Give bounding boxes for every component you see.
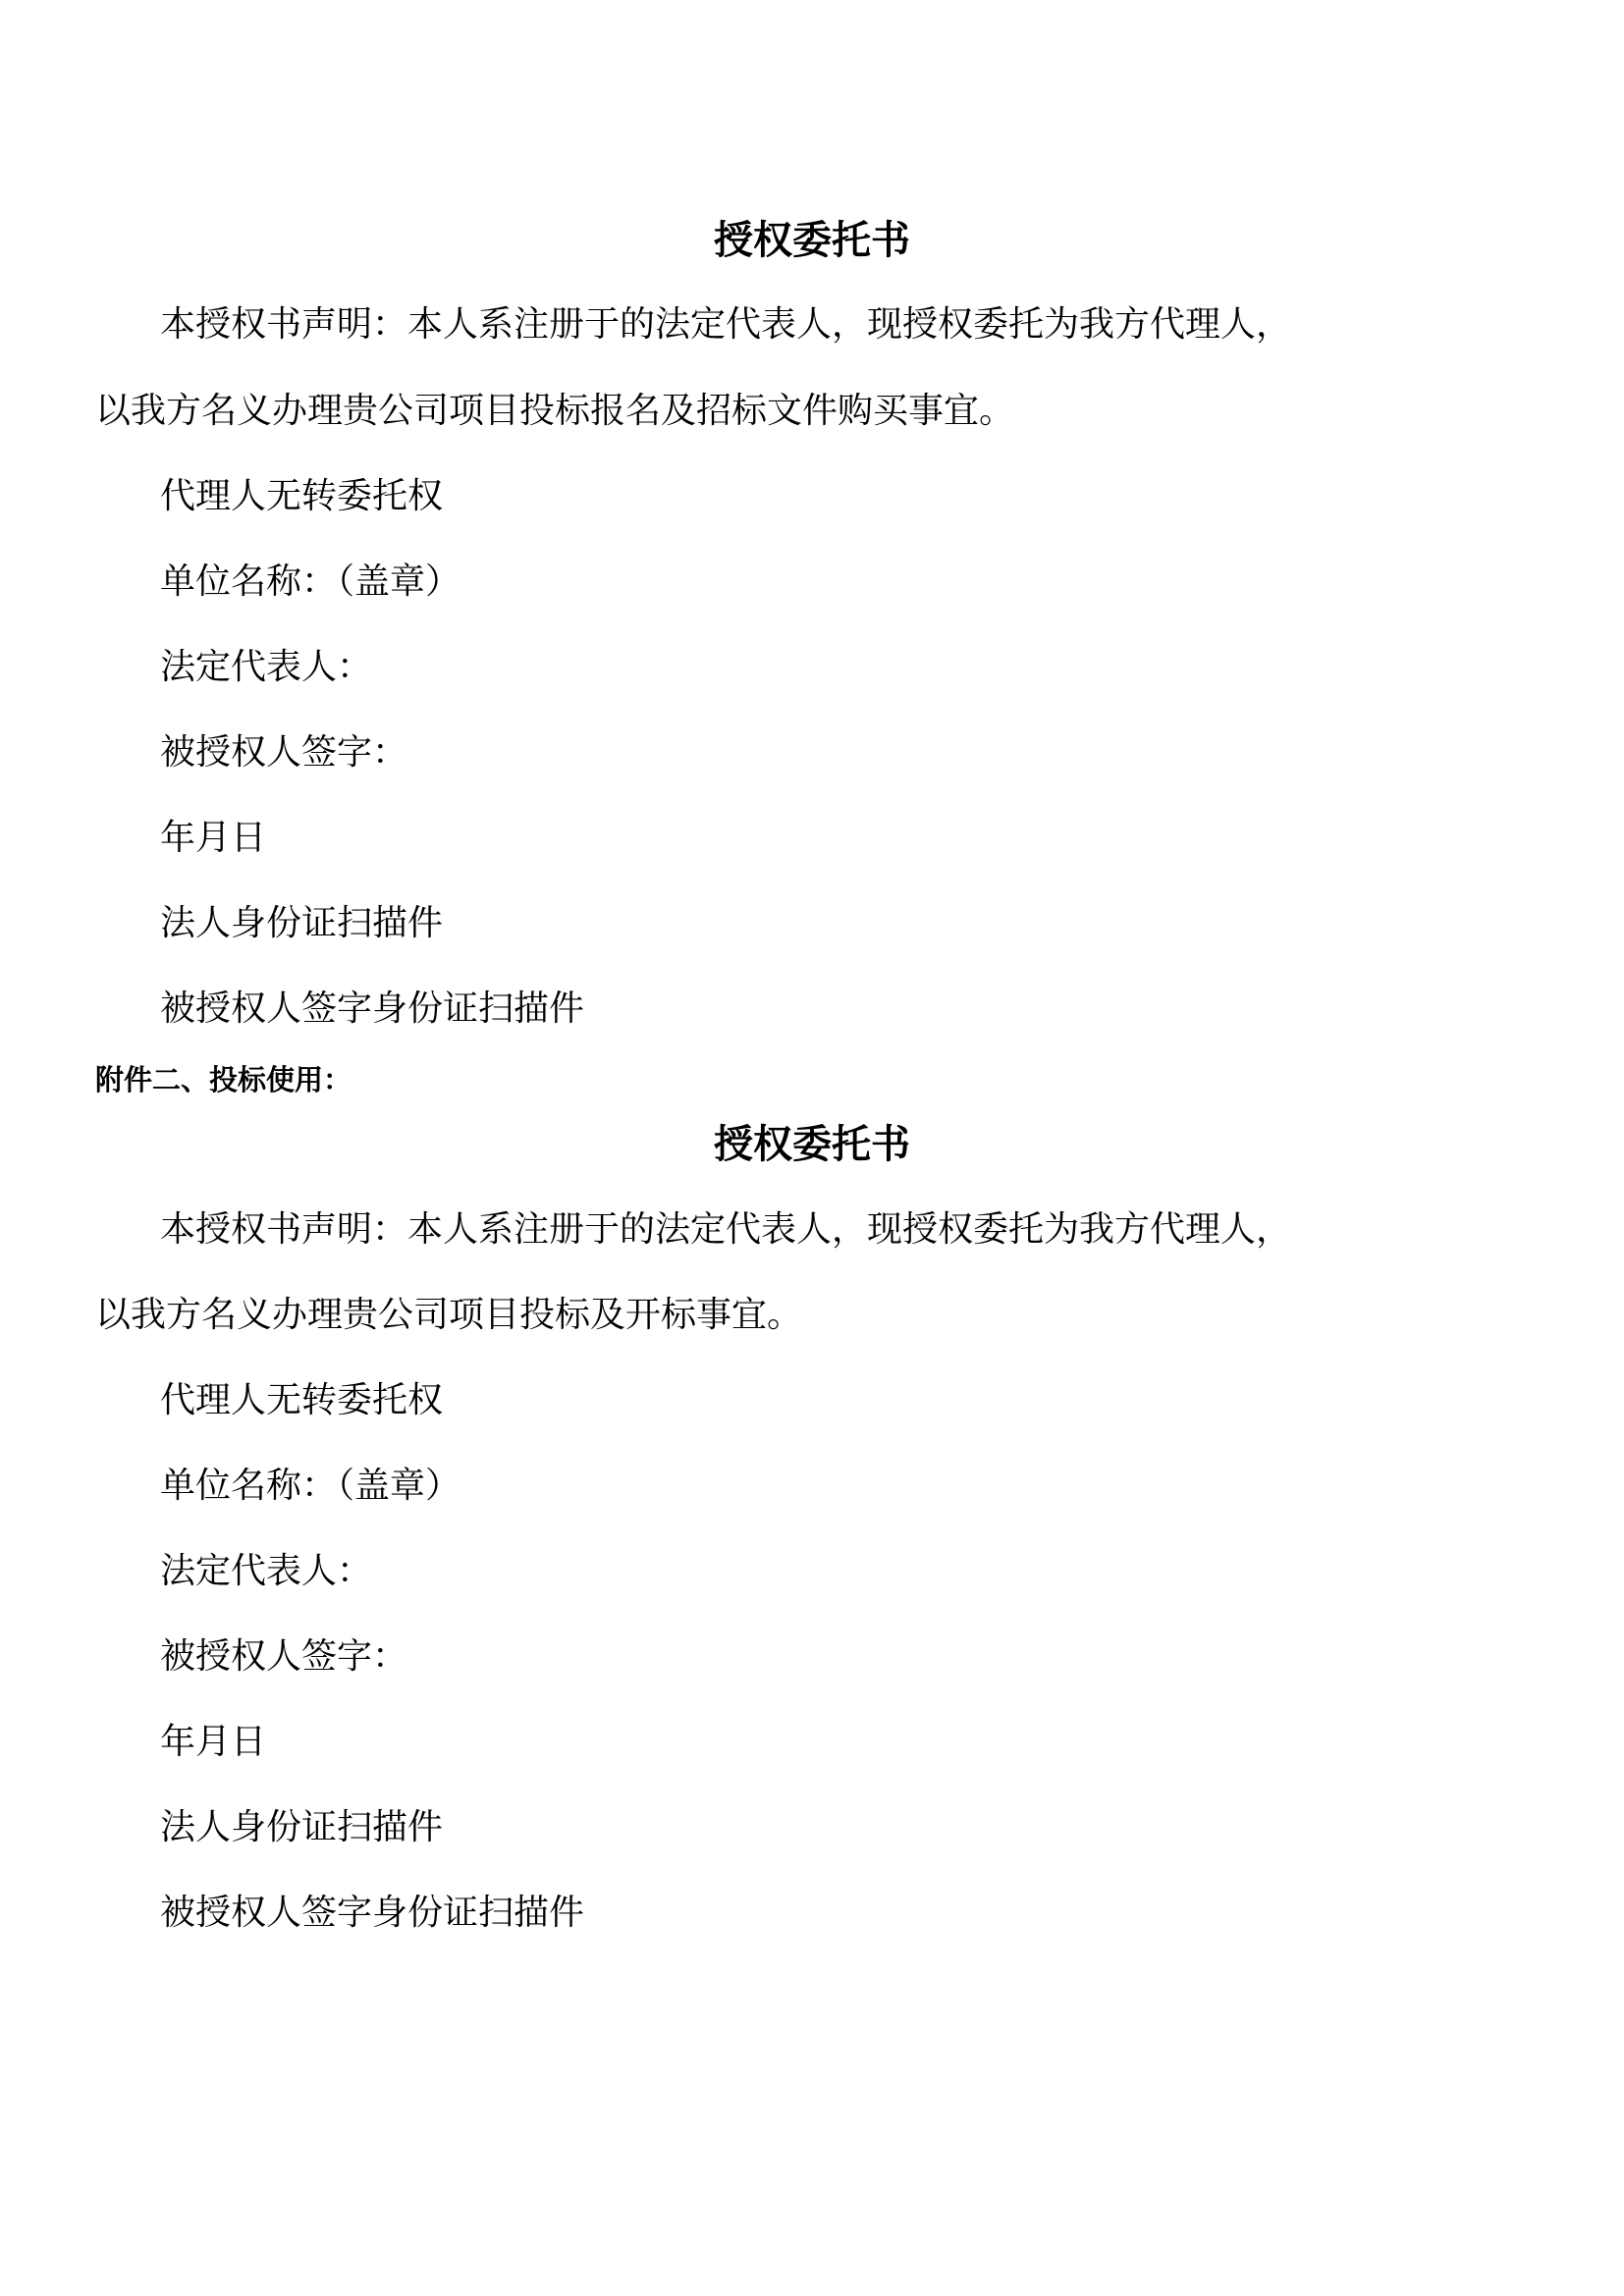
section2-item-date: 年月日 xyxy=(160,1722,267,1762)
section1-item-no-subdelegation: 代理人无转委托权 xyxy=(160,476,444,516)
section1-item-legal-rep: 法定代表人： xyxy=(160,647,373,687)
attachment-heading: 附件二、投标使用： xyxy=(95,1063,352,1096)
section2-item-no-subdelegation: 代理人无转委托权 xyxy=(160,1380,444,1420)
section1-title: 授权委托书 xyxy=(714,217,910,263)
section2-item-authorized-id-scan: 被授权人签字身份证扫描件 xyxy=(160,1893,585,1933)
section1-item-authorized-signature: 被授权人签字： xyxy=(160,732,408,773)
section1-item-unit-name: 单位名称：（盖章） xyxy=(160,561,461,602)
section2-title: 授权委托书 xyxy=(714,1121,910,1167)
section1-item-authorized-id-scan: 被授权人签字身份证扫描件 xyxy=(160,988,585,1029)
section2-item-legal-id-scan: 法人身份证扫描件 xyxy=(160,1807,444,1847)
section1-statement-line1: 本授权书声明：本人系注册于的法定代表人，现授权委托为我方代理人， xyxy=(160,304,1292,345)
section2-item-authorized-signature: 被授权人签字： xyxy=(160,1636,408,1677)
section2-item-unit-name: 单位名称：（盖章） xyxy=(160,1466,461,1506)
section2-statement-line1: 本授权书声明：本人系注册于的法定代表人，现授权委托为我方代理人， xyxy=(160,1209,1292,1250)
section1-statement-line2: 以我方名义办理贵公司项目投标报名及招标文件购买事宜。 xyxy=(95,391,1015,431)
section1-item-legal-id-scan: 法人身份证扫描件 xyxy=(160,903,444,943)
section1-item-date: 年月日 xyxy=(160,818,267,858)
section2-item-legal-rep: 法定代表人： xyxy=(160,1551,373,1591)
section2-statement-line2: 以我方名义办理贵公司项目投标及开标事宜。 xyxy=(95,1295,803,1335)
